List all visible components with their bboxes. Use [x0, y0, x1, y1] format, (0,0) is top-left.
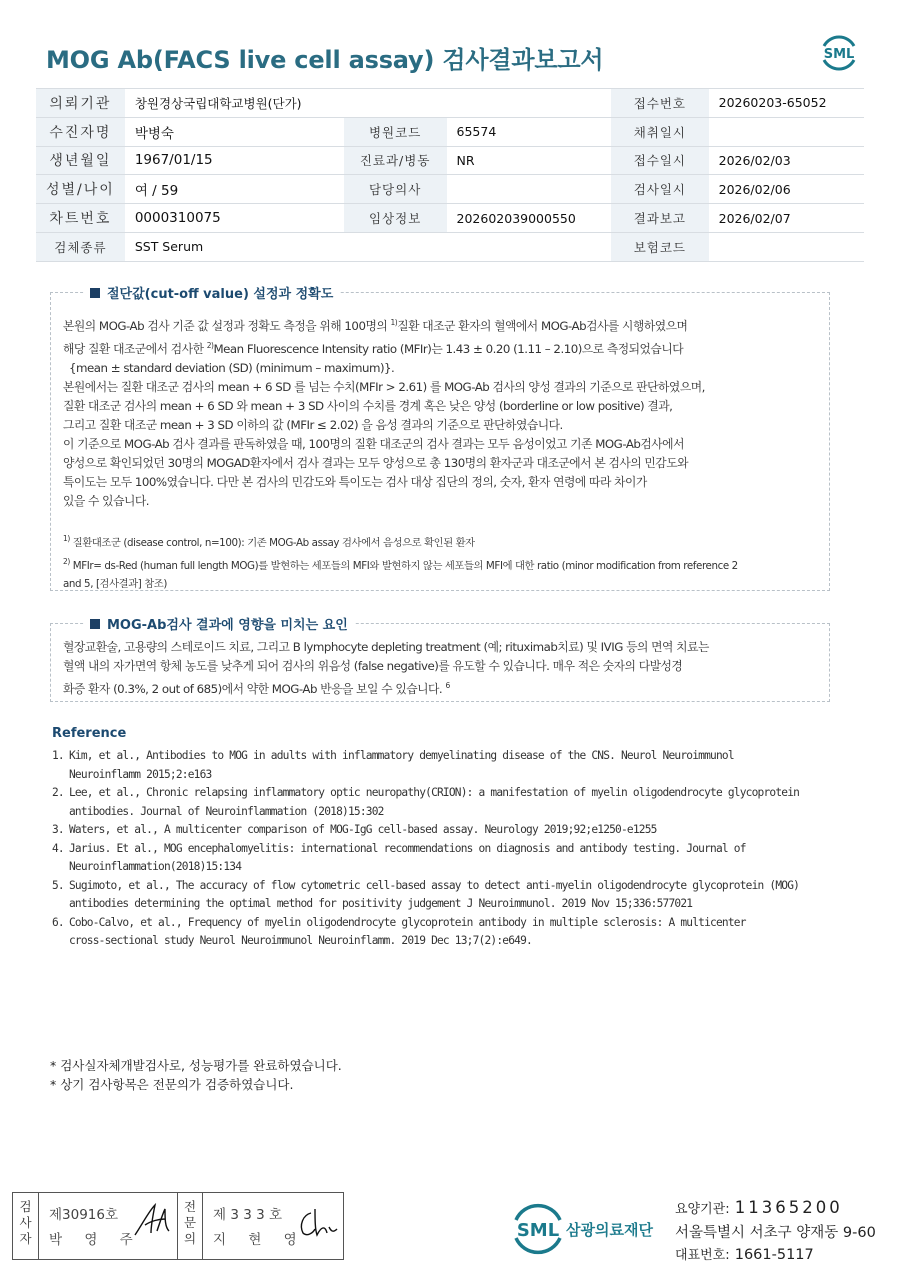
info-label: 차트번호	[36, 204, 125, 233]
specialist-name: 지 현 영	[213, 1232, 306, 1248]
tester-signature-icon	[131, 1201, 175, 1241]
patient-name: 박병숙	[125, 117, 344, 146]
factors-section-heading: MOG-Ab검사 결과에 영향을 미치는 요인	[84, 614, 354, 633]
info-value	[709, 232, 864, 261]
info-row	[36, 204, 864, 233]
info-label: 성별/나이	[36, 175, 125, 204]
report-title: MOG Ab(FACS live cell assay) 검사결과보고서	[46, 46, 604, 74]
info-value: SST Serum	[125, 232, 344, 261]
info-value	[709, 117, 864, 146]
info-value: 여 / 59	[125, 175, 344, 204]
info-label: 접수일시	[611, 146, 709, 175]
info-value	[447, 175, 612, 204]
reference-item: 4. Jarius. Et al., MOG encephalomyelitis: international recommendations on diagnosis and antibody testing. Journal of Neuroinflammation(2018)15:134	[52, 841, 746, 873]
reference-item: 2. Lee, et al., Chronic relapsing inflammatory optic neuropathy(CRION): a manifestation of myelin oligodendrocyte glycoprotein antibodies. Journal of Neuroinflammation (2018)15:302	[52, 786, 800, 818]
info-label: 채취일시	[611, 117, 709, 146]
info-label: 임상정보	[344, 204, 447, 233]
specialist-signature-icon	[295, 1203, 339, 1243]
sml-logo-text: SML	[823, 47, 855, 62]
cutoff-footnotes: $^{1)}$ 질환대조군 (disease control, n=100): 기존 MOG-Ab assay 검사에서 음성으로 확인된 환자 $^{2)}$ MFIr= ds-Red (human full length MOG)를 발현하는 세포들의 MFI와 발현하지 않는 세포들의 MFI에 대한 ratio (minor modification from reference 2 and 5, [검사결과] 참조)	[63, 534, 738, 590]
info-value: 2026/02/06	[709, 175, 864, 204]
address: 서울특별시 서초구 양재동 9-60	[675, 1225, 876, 1241]
reference-title: Reference	[52, 726, 127, 741]
info-value: 65574	[447, 117, 612, 146]
info-row	[36, 89, 864, 118]
info-label: 수진자명	[36, 117, 125, 146]
info-value: 202602039000550	[447, 204, 612, 233]
info-label: 검체종류	[36, 232, 125, 261]
signature-box	[12, 1192, 344, 1260]
patient-info-table	[36, 88, 864, 262]
specialist-cell	[203, 1193, 343, 1259]
square-bullet-icon	[90, 288, 100, 298]
tester-name: 박 영 주	[49, 1232, 142, 1248]
reference-item: 5. Sugimoto, et al., The accuracy of flow cytometric cell-based assay to detect anti-myelin oligodendrocyte glycoprotein (MOG) antibodies determining the optimal method for positivity judgement J Neuroimmunol. 2019 Nov 15;336:577021	[52, 878, 800, 910]
tester-label: 검 사 자	[13, 1193, 39, 1259]
info-label: 진료과/병동	[344, 146, 447, 175]
brand-name: 삼광의료재단	[566, 1221, 653, 1239]
info-row	[36, 175, 864, 204]
reference-item: 6. Cobo-Calvo, et al., Frequency of myelin oligodendrocyte glycoprotein antibody in multiple sclerosis: A multicenter cross-sectional study Neurol Neuroimmunol Neuroinflamm. 2019 Dec 13;7(2):e649.	[52, 915, 746, 947]
info-value: 20260203-65052	[709, 89, 864, 118]
phone-number: 1661-5117	[734, 1247, 814, 1263]
info-label: 담당의사	[344, 175, 447, 204]
info-row	[36, 146, 864, 175]
cutoff-section-body: 본원의 MOG-Ab 검사 기준 값 설정과 정확도 측정을 위해 100명의 $^{1)}$질환 대조군 환자의 혈액에서 MOG-Ab검사를 시행하였으며 해당 질환 대조군에서 검사한 $^{2)}$Mean Fluorescence Intensity ratio (MFIr)는 1.43 ± 0.20 (1.11 – 2.10)으로 측정되었습니다 {mean ± standard deviation (SD) (minimum – maximum)}. 본원에서는 질환 대조군 검사의 mean + 6 SD 를 넘는 수치(MFIr > 2.61) 를 MOG-Ab 검사의 양성 결과의 기준으로 판단하였으며, 질환 대조군 검사의 mean + 6 SD 와 mean + 3 SD 사이의 수치를 경계 혹은 낮은 양성 (borderline or low positive) 결과, 그리고 질환 대조군 mean + 3 SD 이하의 값 (MFIr ≤ 2.02) 을 음성 결과의 기준으로 판단하였습니다. 이 기준으로 MOG-Ab 검사 결과를 판독하였을 때, 100명의 질환 대조군의 검사 결과는 모두 음성이었고 기존 MOG-Ab검사에서 양성으로 확인되었던 30명의 MOGAD환자에서 검사 결과는 모두 양성으로 총 130명의 환자군과 대조군에서 본 검사의 민감도와 특이도는 모두 100%였습니다. 다만 본 검사의 민감도와 특이도는 검사 대상 집단의 정의, 숫자, 환자 연령에 따라 차이가 있을 수 있습니다.	[63, 318, 705, 508]
info-label: 의뢰기관	[36, 89, 125, 118]
tester-cell	[39, 1193, 177, 1259]
info-row	[36, 117, 864, 146]
info-value: 1967/01/15	[125, 146, 344, 175]
info-value: 2026/02/07	[709, 204, 864, 233]
info-value: 2026/02/03	[709, 146, 864, 175]
report-notes: * 검사실자체개발검사로, 성능평가를 완료하였습니다. * 상기 검사항목은 전문의가 검증하였습니다.	[50, 1058, 342, 1092]
specialist-license: 제 3 3 3 호	[213, 1207, 283, 1223]
info-value: 0000310075	[125, 204, 344, 233]
brand-logo-text: SML	[516, 1220, 560, 1241]
provider-number: 11365200	[734, 1198, 843, 1217]
reference-list	[52, 747, 799, 951]
info-value: NR	[447, 146, 612, 175]
info-label: 병원코드	[344, 117, 447, 146]
info-label: 보험코드	[611, 232, 709, 261]
info-label: 결과보고	[611, 204, 709, 233]
square-bullet-icon	[90, 619, 100, 629]
sml-logo-icon	[816, 30, 862, 76]
contact-info: 요양기관: 11365200 서울특별시 서초구 양재동 9-60 대표번호: 1661-5117	[675, 1198, 876, 1263]
reference-item: 1. Kim, et al., Antibodies to MOG in adults with inflammatory demyelinating disease of the CNS. Neurol Neuroimmunol Neuroinflamm 2015;2:e163	[52, 749, 734, 781]
info-row	[36, 232, 864, 261]
info-value: 창원경상국립대학교병원(단가)	[125, 89, 344, 118]
specialist-label: 전 문 의	[177, 1193, 203, 1259]
info-label: 검사일시	[611, 175, 709, 204]
cutoff-section-heading: 절단값(cut-off value) 설정과 정확도	[84, 283, 339, 302]
tester-license: 제30916호	[49, 1207, 119, 1223]
info-label: 접수번호	[611, 89, 709, 118]
info-label: 생년월일	[36, 146, 125, 175]
reference-item: 3. Waters, et al., A multicenter comparison of MOG-IgG cell-based assay. Neurology 2019;92;e1250-e1255	[52, 823, 657, 836]
factors-section-body: 혈장교환술, 고용량의 스테로이드 치료, 그리고 B lymphocyte depleting treatment (예; rituximab치료) 및 IVIG 등의 면역 치료는 혈액 내의 자가면역 항체 농도를 낮추게 되어 검사의 위음성 (false negative)를 유도할 수 있습니다. 매우 적은 숫자의 다발성경 화증 환자 (0.3%, 2 out of 685)에서 약한 MOG-Ab 반응을 보일 수 있습니다. $^6$	[63, 640, 709, 696]
